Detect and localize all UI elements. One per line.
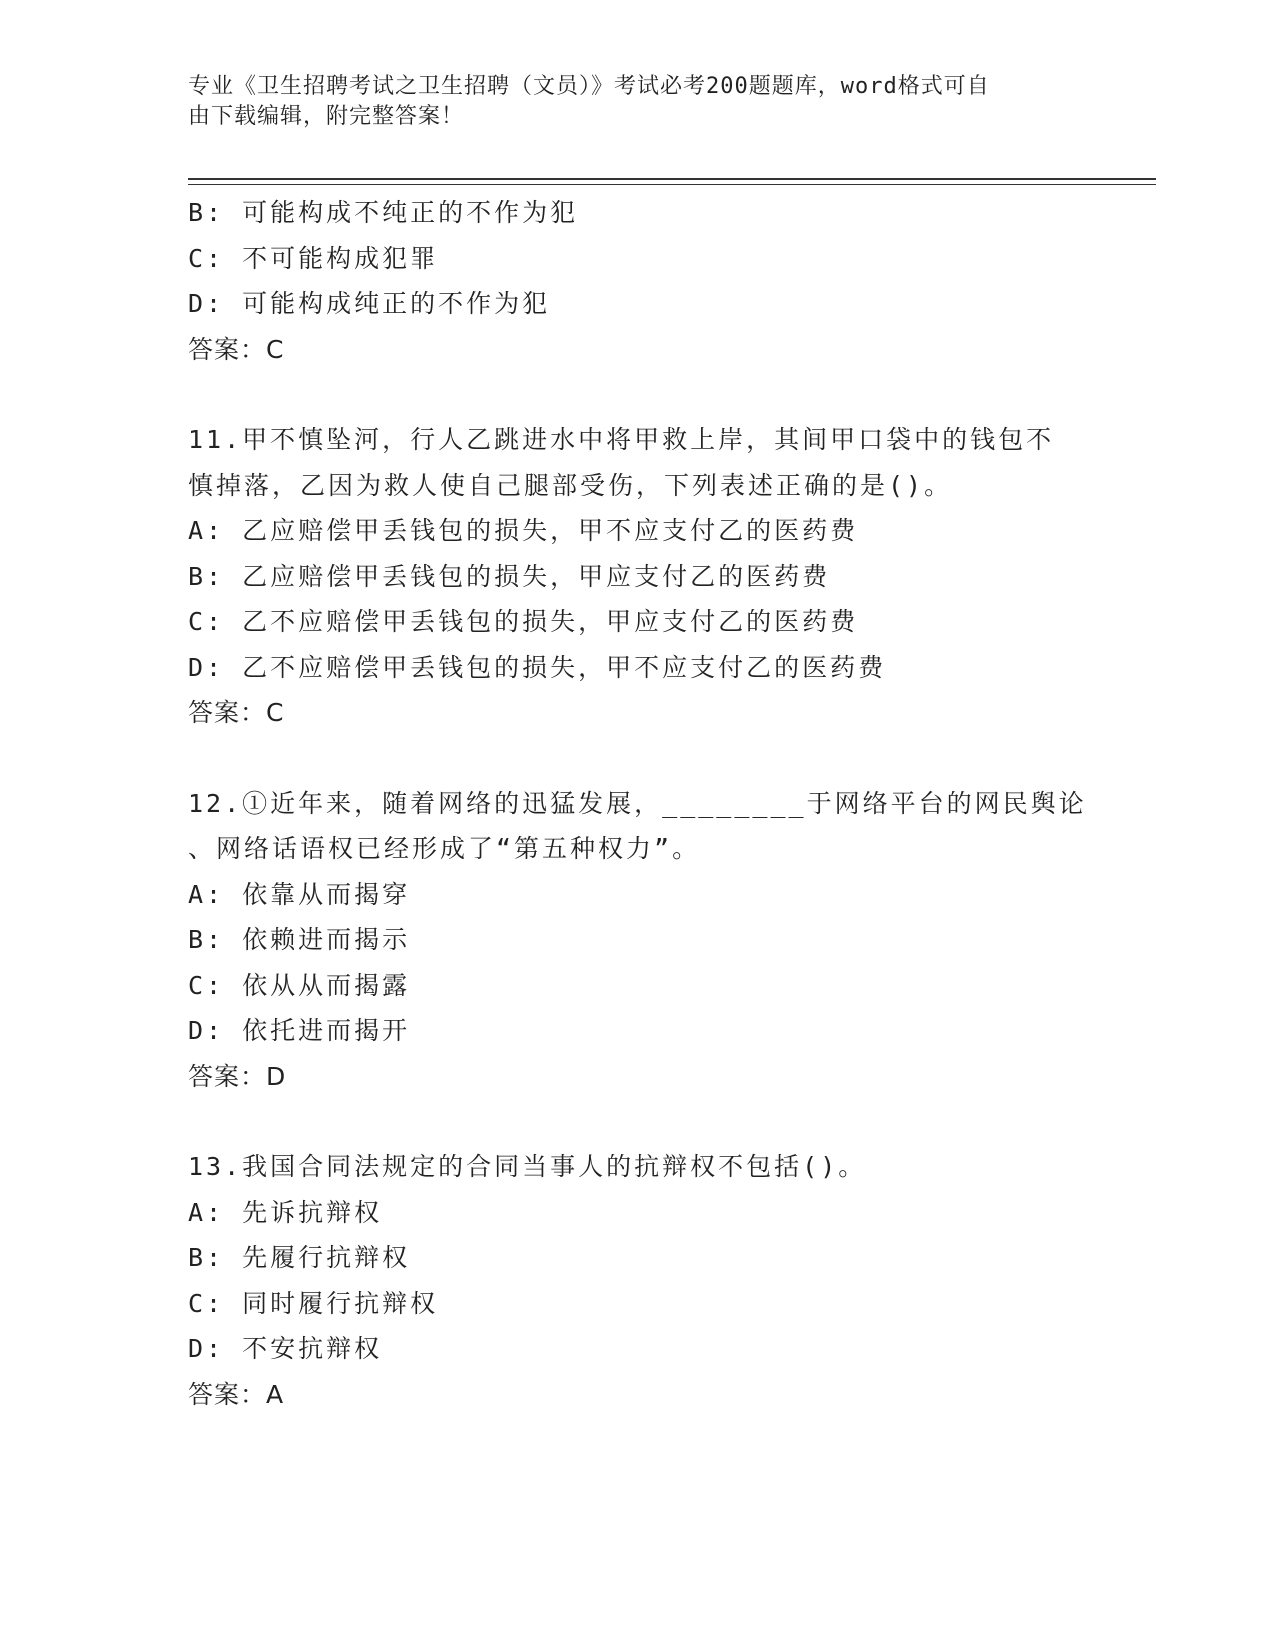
answer: 答案：D — [188, 1061, 287, 1091]
header-rule-thin — [188, 184, 1156, 185]
question-stem: 慎掉落，乙因为救人使自己腿部受伤，下列表述正确的是()。 — [188, 470, 953, 500]
document-header — [188, 72, 1088, 132]
option-b: B: 可能构成不纯正的不作为犯 — [188, 198, 579, 227]
option-b: B: 乙应赔偿甲丢钱包的损失，甲应支付乙的医药费 — [188, 561, 831, 591]
option-a: A: 先诉抗辩权 — [188, 1197, 383, 1227]
option-d: D: 乙不应赔偿甲丢钱包的损失，甲不应支付乙的医药费 — [188, 652, 887, 682]
option-a: A: 乙应赔偿甲丢钱包的损失，甲不应支付乙的医药费 — [188, 516, 859, 545]
question-stem: 12.①近年来，随着网络的迅猛发展，________于网络平台的网民舆论 — [188, 788, 1087, 818]
option-c: C: 乙不应赔偿甲丢钱包的损失，甲应支付乙的医药费 — [188, 607, 859, 636]
option-c: C: 不可能构成犯罪 — [188, 243, 439, 273]
option-b: B: 先履行抗辩权 — [188, 1243, 411, 1272]
carryover-question — [188, 190, 1088, 372]
answer: 答案：C — [188, 698, 285, 727]
question-stem: 、网络话语权已经形成了“第五种权力”。 — [188, 834, 701, 863]
question-13 — [188, 1144, 1088, 1417]
option-a: A: 依靠从而揭穿 — [188, 879, 411, 909]
option-c: C: 依从从而揭露 — [188, 970, 411, 1000]
option-c: C: 同时履行抗辩权 — [188, 1288, 439, 1318]
header-line-2: 由下载编辑，附完整答案！ — [188, 104, 465, 129]
option-d: D: 不安抗辩权 — [188, 1334, 383, 1363]
option-b: B: 依赖进而揭示 — [188, 925, 411, 954]
question-11 — [188, 417, 1088, 736]
option-d: D: 可能构成纯正的不作为犯 — [188, 289, 551, 318]
document-body — [188, 190, 1088, 1417]
header-rule-thick — [188, 178, 1156, 180]
answer: 答案：A — [188, 1379, 285, 1409]
question-stem: 13.我国合同法规定的合同当事人的抗辩权不包括()。 — [188, 1152, 867, 1181]
option-d: D: 依托进而揭开 — [188, 1016, 411, 1045]
header-line-1: 专业《卫生招聘考试之卫生招聘（文员）》考试必考200题题库，word格式可自 — [188, 74, 990, 99]
question-stem: 11.甲不慎坠河，行人乙跳进水中将甲救上岸，其间甲口袋中的钱包不 — [188, 425, 1055, 454]
question-12 — [188, 781, 1088, 1100]
answer: 答案：C — [188, 334, 285, 364]
